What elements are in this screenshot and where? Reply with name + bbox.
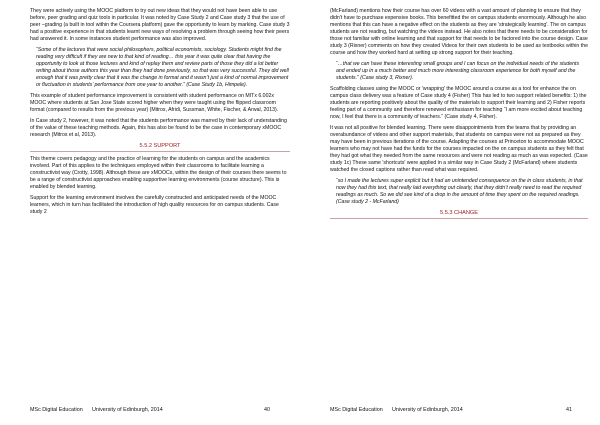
page-number: 41 (566, 407, 572, 413)
paragraph: This theme covers pedagogy and the practice of learning for the students on campus and the academics involved. Part of this applies to the techniques employed within their classrooms to facilitate learning a constructivist way (Crotty, 1998). Although these are xMOOCs, within the design of their courses there seems to be a range of constructivist approaches enabling supportive learning environments (course structure). This is enabled by blended learning. (30, 156, 287, 190)
right-page-content (330, 8, 588, 223)
section-heading: 5.5.2 SUPPORT (30, 143, 290, 152)
paragraph: This example of student performance improvement is consistent with student performance on MITx 6.002x MOOC where students at San Jose State scored higher when they were taught using the flipped classroom format (compared to results from the previous year) (Mitros, Afridi, Sussman, White, Fischer, & Arwal, 2013). (30, 93, 279, 113)
left-page-content (30, 8, 290, 220)
block-quote: “…that we can have these interesting small groups and I can focus on the individual needs of the students and ended up in a much better and much more interesting classroom experience for both myself and the students.” (Case study 3, Rixner). (336, 61, 580, 81)
paragraph: Scaffolding classes using the MOOC or 'wrapping' the MOOC around a course as a tool for enhance the on campus class delivery was a feature of Case study 4 (Fisher) This has led to two support related benefits: 1) the students are reporting positively about the quality of the materials to support their learning and 2) Fisher reports feeling part of a community and therefore renewed enthusiasm for teaching “I am more excited about teaching now, I feel that there is a community of teachers.” (Case study 4, Fisher). (330, 86, 587, 120)
paragraph: (McFarland) mentions how their course has over 60 videos with a vast amount of planning to ensure that they didn't have to purchase expensive books. This benefitted the on campus students enormously. Although he also mentions that this can have a negative effect on the students as they are 'strategically learning'. The on campus students are not reading, but watching the videos instead. He also notes that there needs to be consideration for those not familiar with online learning and that support for that needs to be factored into the course design. Case study 3 (Rixner) comments on how they created Videos for their own students to be used as textbooks within the course and how they worked hard at setting up strong support for their teaching. (330, 8, 588, 56)
paragraph: They were actively using the MOOC platform to try out new ideas that they would not have been able to use before, peer grading and quiz tools in particular. It was noted by Case Study 2 and Case study 3 that the use of peer –grading (a built in tool within the Coursera platform) gave the opportunity to learn by marking. Case study 3 had a positive experience in that students learnt new ways of resolving a problem through seeing how their peers had answered it. In some instances student performance was also improved. (30, 8, 290, 42)
footer-university: University of Edinburgh, 2014 (392, 407, 463, 413)
page-footer (30, 407, 270, 413)
footer-course: MSc Digital Education (330, 407, 383, 413)
paragraph: Support for the learning environment involves the carefully constructed and anticipated needs of the MOOC learners, which in turn has facilitated the introduction of high quality resources for on campus students. Case study 2 (30, 195, 279, 215)
footer-course: MSc Digital Education (30, 407, 83, 413)
paragraph: It was not all positive for blended learning. There were disappointments from the teams that by providing an overabundance of videos and other support materials, that students on campus were not as prepared as they may have been in previous iterations of the course. Adapting the courses at Princeton to accommodate MOOC learners who may not have had the funds for the courses impacted on the on campus students as they felt that they had got what they needed from the same resources and were not reading as much as was expected. (Case study 1c) These same 'shortcuts' were applied in a similar way in Case Study 2 (McFarland) where students watched the closed captions rather than read what was required. (330, 125, 588, 173)
right-page (300, 0, 600, 425)
section-heading: 5.5.3 CHANGE (330, 210, 588, 219)
footer-university: University of Edinburgh, 2014 (92, 407, 163, 413)
page-number: 40 (264, 407, 270, 413)
paragraph: In Case study 2, however, it was noted that the students performance was marred by their lack of understanding of the value of these teaching methods. Again, this has also be found to be the case in contemporary xMOOC research (Mitros et al, 2013). (30, 118, 287, 138)
block-quote: “Some of the lectures that were social philosophers, political economists, sociology. Students might find the reading very difficult if they are new to that kind of reading… this year it was quite clear that having the opportunity to look at those lectures and kind of replay them and review parts of those they did a lot better writing about those authors this year than they had done previously, so that was very successful. They did well enough that it was pretty clear that it was the change in format and it wasn’t just a kind of normal improvement or fluctuation in students’ performance from one year to another.” (Case Study 1b, Himpele). (36, 47, 289, 88)
page-footer (330, 407, 572, 413)
block-quote: “so I made the lectures super explicit but it had an unintended consequence on the in class students, in that now they had this text, that really laid everything out clearly, that they didn’t really need to read the required readings as much. So we did see kind of a drop in the amount of time they spent on the required readings. (Case study 2 - McFarland) (336, 178, 583, 205)
